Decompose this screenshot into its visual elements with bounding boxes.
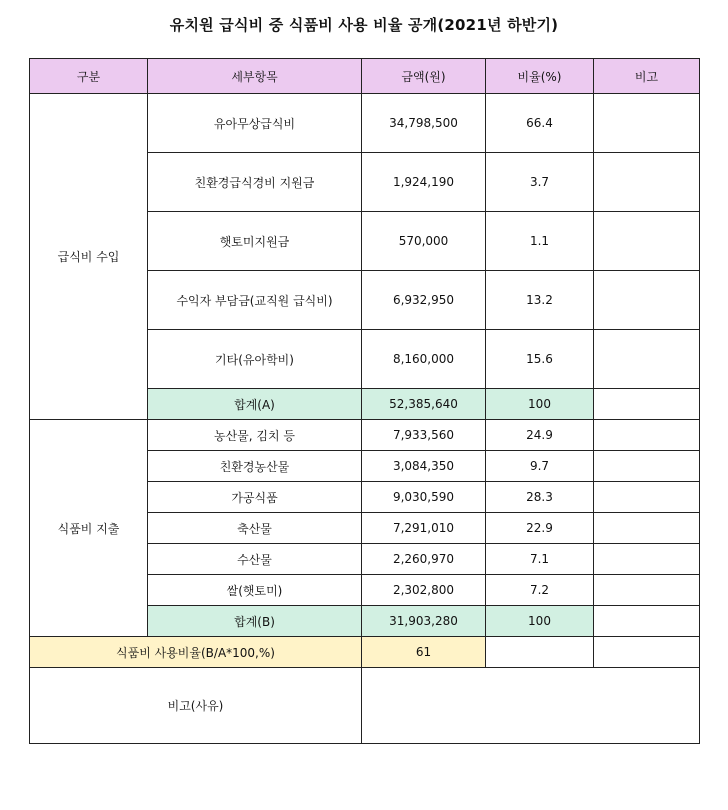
ratio-cell: 7.2	[486, 575, 594, 606]
note-cell	[594, 212, 700, 271]
amount-cell: 6,932,950	[362, 271, 486, 330]
note-cell	[594, 153, 700, 212]
note-cell	[594, 575, 700, 606]
usage-ratio-label: 식품비 사용비율(B/A*100,%)	[30, 637, 362, 668]
amount-cell: 7,933,560	[362, 420, 486, 451]
header-ratio: 비율(%)	[486, 59, 594, 94]
item-cell: 수익자 부담금(교직원 급식비)	[148, 271, 362, 330]
empty-cell	[486, 637, 594, 668]
page-title: 유치원 급식비 중 식품비 사용 비율 공개(2021년 하반기)	[169, 16, 559, 34]
total-ratio-cell: 100	[486, 606, 594, 637]
item-cell: 기타(유아학비)	[148, 330, 362, 389]
note-cell	[594, 271, 700, 330]
note-cell	[594, 420, 700, 451]
total-amount-cell: 31,903,280	[362, 606, 486, 637]
ratio-cell: 13.2	[486, 271, 594, 330]
amount-cell: 1,924,190	[362, 153, 486, 212]
item-cell: 농산물, 김치 등	[148, 420, 362, 451]
table-row	[30, 94, 700, 153]
note-cell	[594, 606, 700, 637]
note-cell	[594, 513, 700, 544]
amount-cell: 3,084,350	[362, 451, 486, 482]
income-category-cell: 급식비 수입	[30, 94, 148, 420]
note-cell	[594, 330, 700, 389]
item-cell: 친환경급식경비 지원금	[148, 153, 362, 212]
usage-ratio-row	[30, 637, 700, 668]
ratio-cell: 1.1	[486, 212, 594, 271]
ratio-cell: 15.6	[486, 330, 594, 389]
ratio-cell: 24.9	[486, 420, 594, 451]
item-cell: 수산물	[148, 544, 362, 575]
item-cell: 가공식품	[148, 482, 362, 513]
item-cell: 햇토미지원금	[148, 212, 362, 271]
ratio-cell: 22.9	[486, 513, 594, 544]
ratio-cell: 9.7	[486, 451, 594, 482]
amount-cell: 34,798,500	[362, 94, 486, 153]
ratio-cell: 66.4	[486, 94, 594, 153]
header-note: 비고	[594, 59, 700, 94]
empty-cell	[594, 637, 700, 668]
note-cell	[594, 451, 700, 482]
item-cell: 축산물	[148, 513, 362, 544]
meal-cost-table	[29, 58, 700, 744]
expense-category-cell: 식품비 지출	[30, 420, 148, 637]
total-label-cell: 합계(A)	[148, 389, 362, 420]
ratio-cell: 28.3	[486, 482, 594, 513]
note-cell	[594, 482, 700, 513]
amount-cell: 2,260,970	[362, 544, 486, 575]
ratio-cell: 7.1	[486, 544, 594, 575]
remark-label: 비고(사유)	[30, 668, 362, 744]
header-item: 세부항목	[148, 59, 362, 94]
note-cell	[594, 544, 700, 575]
header-amount: 금액(원)	[362, 59, 486, 94]
usage-ratio-value: 61	[362, 637, 486, 668]
remark-row	[30, 668, 700, 744]
remark-value	[362, 668, 700, 744]
total-amount-cell: 52,385,640	[362, 389, 486, 420]
ratio-cell: 3.7	[486, 153, 594, 212]
item-cell: 친환경농산물	[148, 451, 362, 482]
amount-cell: 7,291,010	[362, 513, 486, 544]
item-cell: 쌀(햇토미)	[148, 575, 362, 606]
total-label-cell: 합계(B)	[148, 606, 362, 637]
amount-cell: 570,000	[362, 212, 486, 271]
amount-cell: 9,030,590	[362, 482, 486, 513]
amount-cell: 2,302,800	[362, 575, 486, 606]
table-row	[30, 420, 700, 451]
note-cell	[594, 94, 700, 153]
header-category: 구분	[30, 59, 148, 94]
item-cell: 유아무상급식비	[148, 94, 362, 153]
header-row	[30, 59, 700, 94]
amount-cell: 8,160,000	[362, 330, 486, 389]
total-ratio-cell: 100	[486, 389, 594, 420]
note-cell	[594, 389, 700, 420]
